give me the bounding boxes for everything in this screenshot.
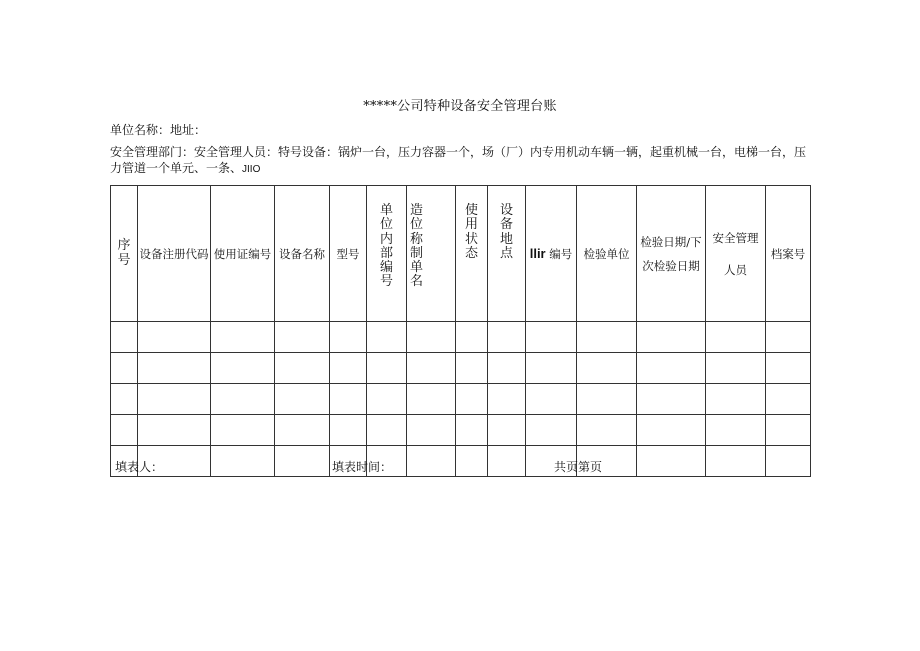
- equipment-ledger-table: [110, 185, 811, 477]
- header-row: [111, 186, 811, 322]
- header-inspect-unit: 检验单位: [577, 186, 637, 322]
- table-cell: [138, 415, 211, 446]
- table-cell: [367, 353, 407, 384]
- table-cell: [275, 446, 330, 477]
- table-cell: [111, 415, 138, 446]
- table-cell: [330, 353, 367, 384]
- pipeline-line: [110, 159, 260, 176]
- table-cell: [407, 384, 456, 415]
- table-cell: [706, 446, 766, 477]
- table-cell: [111, 353, 138, 384]
- table-cell: [577, 415, 637, 446]
- header-maker: 造位称制单名: [407, 186, 456, 322]
- table-cell: [367, 322, 407, 353]
- page-title: *****公司特种设备安全管理台账: [363, 99, 557, 114]
- table-cell: [407, 415, 456, 446]
- table-cell: [111, 384, 138, 415]
- address-label: 地址：: [170, 123, 207, 137]
- table-cell: [637, 384, 706, 415]
- table-cell: [275, 322, 330, 353]
- table-cell: [637, 446, 706, 477]
- table-row: [111, 322, 811, 353]
- table-cell: [526, 415, 577, 446]
- table-cell: [275, 353, 330, 384]
- fill-time-label: 填表时间：: [332, 460, 393, 474]
- header-model: 型号: [330, 186, 367, 322]
- header-status: 使用状态: [456, 186, 488, 322]
- table-cell: [407, 446, 456, 477]
- header-location: 设备地点: [488, 186, 526, 322]
- table-cell: [706, 384, 766, 415]
- header-archive: 档案号: [766, 186, 811, 322]
- table-cell: [706, 415, 766, 446]
- table-cell: [488, 384, 526, 415]
- table-cell: [330, 415, 367, 446]
- table-cell: [456, 446, 488, 477]
- table-cell: [488, 415, 526, 446]
- header-internal-no: 单位内部编号: [367, 186, 407, 322]
- table-row: [111, 353, 811, 384]
- table-cell: [456, 322, 488, 353]
- table-cell: [577, 384, 637, 415]
- table-cell: [275, 415, 330, 446]
- table-cell: [766, 384, 811, 415]
- page-count-label: 共页第页: [554, 460, 603, 474]
- table-cell: [577, 353, 637, 384]
- table-cell: [637, 322, 706, 353]
- header-safety-line1: 安全管理: [712, 230, 759, 245]
- table-cell: [488, 322, 526, 353]
- table-cell: [367, 415, 407, 446]
- header-number: [526, 186, 577, 322]
- ledger-body: [111, 322, 811, 477]
- table-cell: [111, 322, 138, 353]
- table-cell: [138, 322, 211, 353]
- table-cell: [766, 446, 811, 477]
- table-cell: [330, 322, 367, 353]
- table-row: [111, 384, 811, 415]
- header-seq: 序号: [111, 186, 138, 322]
- header-safety-line2: 人员: [724, 262, 747, 277]
- table-cell: [456, 384, 488, 415]
- header-inspect-date-line2: 次检验日期: [642, 258, 700, 273]
- table-cell: [488, 353, 526, 384]
- header-inspect-date: [637, 186, 706, 322]
- table-cell: [526, 322, 577, 353]
- table-cell: [766, 322, 811, 353]
- table-cell: [211, 415, 275, 446]
- table-cell: [407, 322, 456, 353]
- table-cell: [211, 384, 275, 415]
- header-number-text: 编号: [549, 246, 573, 261]
- table-cell: [577, 322, 637, 353]
- table-cell: [330, 384, 367, 415]
- unit-address-line: [110, 121, 206, 138]
- table-cell: [211, 446, 275, 477]
- table-cell: [766, 415, 811, 446]
- department-equipment-line: 安全管理部门：安全管理人员：特号设备：锅炉一台，压力容器一个，场（厂）内专用机动车辆一辆，起重机械一台，电梯一台，压: [110, 145, 807, 159]
- header-cert-no: 使用证编号: [211, 186, 275, 322]
- header-number-mark: llir: [529, 245, 546, 261]
- header-inspect-date-line1: 检验日期/下: [640, 234, 702, 249]
- pipeline-text: 力管道一个单元、一条、: [110, 161, 243, 175]
- table-cell: [526, 353, 577, 384]
- table-cell: [766, 353, 811, 384]
- header-reg-code: 设备注册代码: [138, 186, 211, 322]
- table-row: [111, 446, 811, 477]
- table-cell: [706, 353, 766, 384]
- pipeline-mark: JIIO: [242, 164, 261, 175]
- unit-name-label: 单位名称：: [110, 123, 171, 137]
- table-cell: [138, 384, 211, 415]
- header-equip-name: 设备名称: [275, 186, 330, 322]
- table-cell: [456, 415, 488, 446]
- table-cell: [488, 446, 526, 477]
- table-cell: [275, 384, 330, 415]
- table-row: [111, 415, 811, 446]
- table-cell: [526, 384, 577, 415]
- filler-label: 填表人：: [115, 460, 164, 474]
- table-cell: [637, 415, 706, 446]
- table-cell: [637, 353, 706, 384]
- header-safety-staff: [706, 186, 766, 322]
- table-cell: [211, 353, 275, 384]
- table-cell: [456, 353, 488, 384]
- table-cell: [211, 322, 275, 353]
- table-cell: [407, 353, 456, 384]
- table-cell: [138, 353, 211, 384]
- table-cell: [706, 322, 766, 353]
- table-cell: [367, 384, 407, 415]
